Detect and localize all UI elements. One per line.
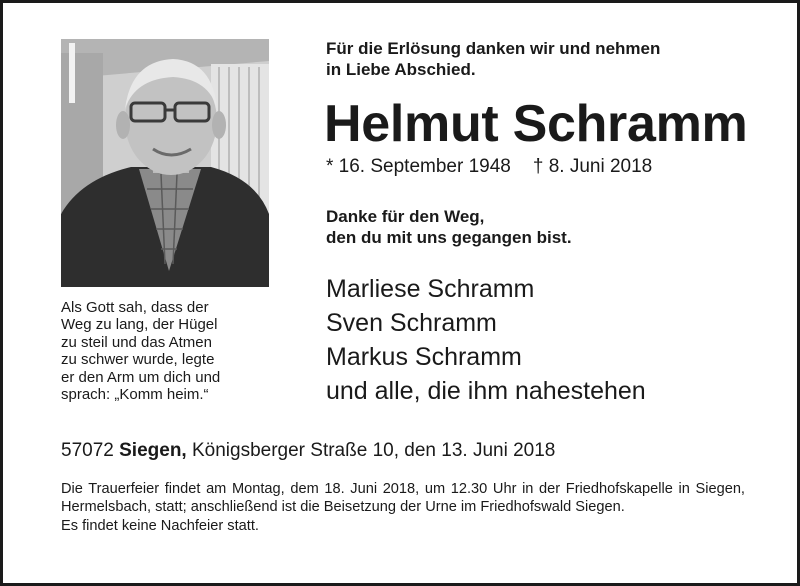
- poem-line: er den Arm um dich und: [61, 368, 221, 386]
- thanks-line: den du mit uns gegangen bist.: [326, 228, 572, 247]
- no-reception-note: Es findet keine Nachfeier statt.: [61, 518, 259, 535]
- mourner: Sven Schramm: [326, 309, 497, 337]
- street-and-date: Königsberger Straße 10, den 13. Juni 2018: [191, 440, 556, 461]
- intro-text: [326, 39, 660, 80]
- portrait-photo: [61, 39, 269, 287]
- address-line: [61, 440, 555, 462]
- thanks-line: Danke für den Weg,: [326, 207, 485, 226]
- deceased-name: Helmut Schramm: [324, 95, 748, 153]
- funeral-notice: [61, 481, 745, 536]
- funeral-details: Die Trauerfeier findet am Montag, dem 18. Juni 2018, um 12.30 Uhr in der Friedhofskapelle in Siegen, Hermelsbach, statt; anschließend ist die Beisetzung der Urne im Friedhofswald Siegen.: [61, 481, 745, 515]
- poem-line: zu schwer wurde, legte: [61, 351, 215, 369]
- mourner: Marliese Schramm: [326, 275, 535, 303]
- mourner: Markus Schramm: [326, 343, 522, 371]
- mourner: und alle, die ihm nahestehen: [326, 377, 646, 405]
- city: Siegen,: [119, 440, 187, 461]
- thanks-text: [326, 206, 572, 248]
- poem-line: Weg zu lang, der Hügel: [61, 316, 218, 334]
- life-dates: [326, 156, 652, 178]
- poem-line: zu steil und das Atmen: [61, 333, 212, 351]
- intro-line: in Liebe Abschied.: [326, 59, 476, 79]
- intro-line: Für die Erlösung danken wir und nehmen: [326, 39, 661, 58]
- poem-line: Als Gott sah, dass der: [61, 299, 209, 316]
- postcode: 57072: [61, 440, 114, 461]
- death-date: † 8. Juni 2018: [532, 156, 653, 177]
- poem-line: sprach: „Komm heim.“: [61, 386, 209, 404]
- mourners-list: [326, 272, 646, 408]
- poem: [61, 299, 276, 403]
- birth-date: * 16. September 1948: [326, 156, 511, 177]
